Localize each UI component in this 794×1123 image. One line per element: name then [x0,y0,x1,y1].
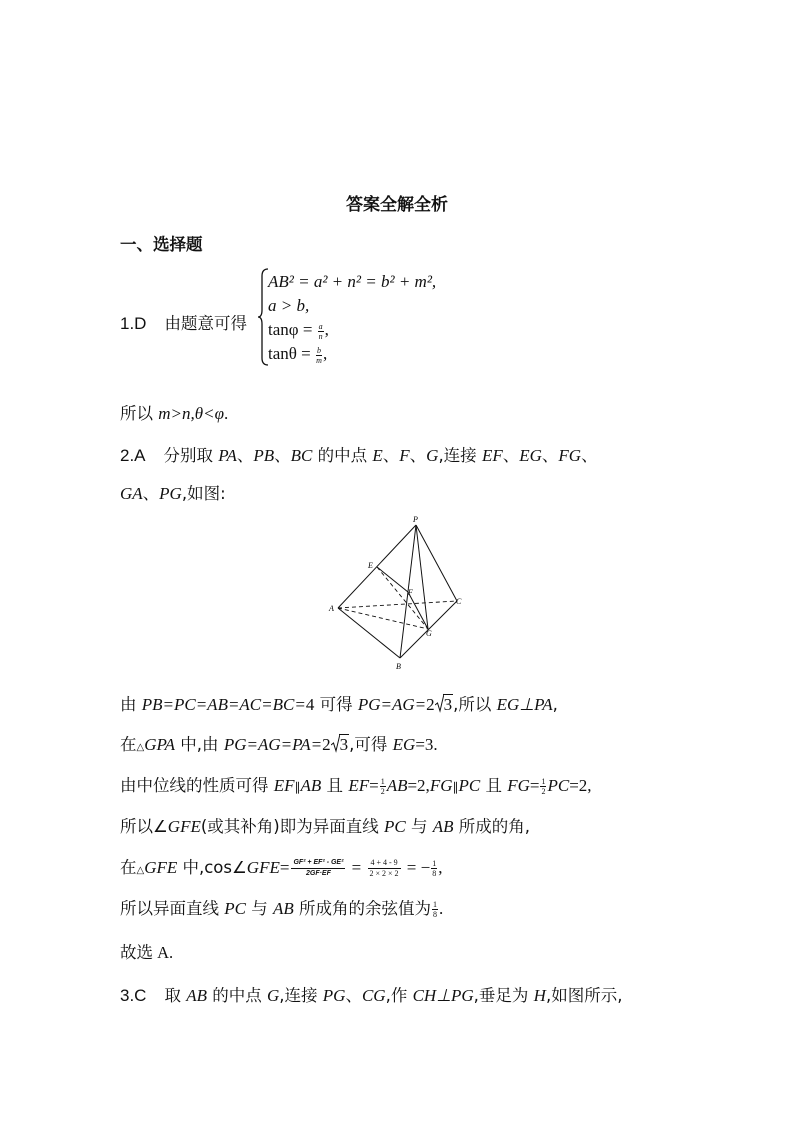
segment-EF [377,567,408,592]
math: PC [383,817,406,836]
math: AB [272,899,294,918]
frac-denominator: 8 [432,869,437,878]
frac-numerator: 1 [380,777,385,786]
math: GA [120,484,143,503]
q1-eq-row-2: a > b, [268,296,310,315]
math: E [372,446,383,465]
text: (或其补角)即为异面直线 [200,817,384,836]
text: = [347,858,366,877]
label-P: P [413,515,418,524]
math: EG⊥PA [496,695,553,714]
frac-denominator: 8 [433,910,438,919]
q1-eq-row-1: AB² = a² + n² = b² + m², [268,272,437,291]
text: . [439,899,444,918]
math: FG [507,776,530,795]
frac-denominator: 2 × 2 × 2 [369,869,399,878]
math: AB [186,986,207,1005]
text: 、 [502,446,520,465]
q1-eq-row-3-frac [318,322,324,341]
fraction [431,859,437,878]
q2-line-7 [120,854,442,879]
text: 与 [405,817,433,836]
math: PG [322,986,346,1005]
label-E: E [368,561,373,570]
text: 在 [120,735,137,754]
math: FG [429,776,453,795]
segment-FG [408,592,428,629]
text: ,连接 [279,986,323,1005]
text: 中,cos∠ [177,858,247,877]
q1-eq-row-4-lhs: tanθ = [268,344,315,363]
text: ,垂足为 [473,986,534,1005]
text: =2, [407,776,430,795]
label-C: C [456,597,462,606]
text: 且 [321,776,349,795]
text: 4 [305,695,315,714]
section-heading: 一、选择题 [120,235,203,254]
text: = [369,776,379,795]
math: PC [224,899,246,918]
q1-line [120,310,247,334]
text: ,可得 [349,735,393,754]
math: PC [547,776,570,795]
math: PB [253,446,275,465]
math: AB [386,776,408,795]
text: ,如图: [181,484,226,503]
math: AB [432,817,454,836]
q2-line-2 [120,480,226,504]
q1-eq-row-4 [268,342,436,366]
q2-line-3 [120,691,558,715]
text: 的中点 [312,446,373,465]
frac-numerator: GF² + EF² - GE² [291,858,345,869]
q3-label: 3.C [120,986,147,1005]
q1-equation-system [268,270,436,366]
text: 、 [274,446,291,465]
text: 与 [245,899,273,918]
frac-denominator: m [316,355,322,365]
math: PC [458,776,481,795]
triangle-icon: △ [136,742,145,753]
text: , [552,695,558,714]
text: ,所以 [453,695,497,714]
label-F: F [408,588,413,597]
tetrahedron-figure [320,512,480,674]
edge-PC [416,525,457,601]
text: 、 [142,484,160,503]
q2-line-8 [120,895,443,919]
text: 2 [322,735,331,754]
parallel-symbol: ∥ [294,780,301,794]
text: 分别取 [163,446,219,465]
text: 、 [382,446,400,465]
fraction-cosine-law [291,858,345,879]
math: PG=AG= [357,695,427,714]
math: EG [519,446,542,465]
segment-EG [377,567,428,629]
math: PA [218,446,237,465]
text: 所以∠ [120,817,168,836]
math: GFE [167,817,201,836]
text: ,如图所示, [545,986,623,1005]
math: PG=AG=PA= [223,735,323,754]
q1-eq-row-3 [268,318,436,342]
radical-icon [435,693,444,713]
text: 且 [480,776,508,795]
frac-denominator: 2 [380,787,385,796]
q2-line-6 [120,813,530,837]
fraction [540,777,546,796]
label-A: A [329,604,334,613]
q2-line-4 [120,731,438,755]
frac-numerator: 1 [433,900,438,909]
q2-label: 2.A [120,446,146,465]
fraction-numeric [368,858,401,879]
text: ,连接 [438,446,482,465]
frac-numerator: a [318,321,323,331]
frac-numerator: 1 [432,859,437,868]
label-B: B [396,662,401,671]
text: = − [402,858,431,877]
text: = [529,776,540,795]
q1-eq-row-4-frac [316,346,322,365]
math: EG [392,735,416,754]
text: ,作 [385,986,413,1005]
text: 、 [345,986,362,1005]
math: CH⊥PG [412,986,474,1005]
frac-numerator: 4 + 4 - 9 [368,858,401,869]
math: GPA [144,735,176,754]
sqrt-symbol [331,735,350,755]
math: FG [558,446,582,465]
text: 所以 [120,404,159,423]
math: GFE [144,858,178,877]
text: 中,由 [175,735,224,754]
text: 可得 [314,695,358,714]
math: EF [481,446,503,465]
math: G [426,446,439,465]
text: 取 [164,986,187,1005]
text: 的中点 [207,986,267,1005]
text: 在 [120,858,137,877]
q1-label: 1.D [120,314,147,333]
math: GFE [246,858,280,877]
text: 所成的角, [453,817,530,836]
frac-denominator: n [318,331,323,341]
frac-denominator: 2GF·EF [305,870,331,877]
frac-numerator: b [317,345,321,355]
edge-PA [338,525,416,608]
fraction [432,900,438,919]
label-G: G [426,629,432,638]
q2-line-1 [120,442,598,466]
radical-icon [331,733,340,753]
frac-denominator: 2 [541,787,546,796]
text: 、 [409,446,427,465]
text: 由中位线的性质可得 [120,776,274,795]
q1-eq-row-3-lhs: tanφ = [268,320,317,339]
sqrt-symbol [435,695,454,715]
math: PB=PC=AB=AC=BC= [141,695,306,714]
text: 、 [581,446,598,465]
math: BC [290,446,313,465]
math: F [399,446,410,465]
triangle-icon: △ [136,865,145,876]
text: 、 [541,446,559,465]
edge-AC [338,601,457,608]
q1-eq-row-4-end: , [323,344,328,363]
math: m>n,θ<φ [158,404,224,423]
text: =2, [569,776,592,795]
frac-numerator: 1 [541,777,546,786]
parallel-symbol: ∥ [452,780,459,794]
q2-line-5 [120,772,592,796]
text: 2 [426,695,435,714]
q1-lead: 由题意可得 [164,314,247,333]
radicand: 3 [339,735,349,754]
math: H [533,986,546,1005]
math: EF [348,776,370,795]
text: = [279,858,290,877]
math: AB [300,776,322,795]
q1-conclusion [120,400,228,424]
math: PG [159,484,182,503]
fraction [380,777,386,796]
text: =3. [415,735,438,754]
text: 所成角的余弦值为 [293,899,432,918]
math: CG [361,986,386,1005]
q1-eq-row-3-end: , [324,320,329,339]
q2-answer: 故选 A. [120,943,174,962]
text: 由 [120,695,142,714]
text: , [438,858,443,877]
math: EF [273,776,295,795]
segment-PG [416,525,428,629]
radicand: 3 [443,695,453,714]
text: 所以异面直线 [120,899,225,918]
page-title: 答案全解全析 [346,195,448,215]
text: . [223,404,229,423]
text: 、 [236,446,254,465]
math: G [267,986,280,1005]
q3-line-1 [120,982,622,1006]
